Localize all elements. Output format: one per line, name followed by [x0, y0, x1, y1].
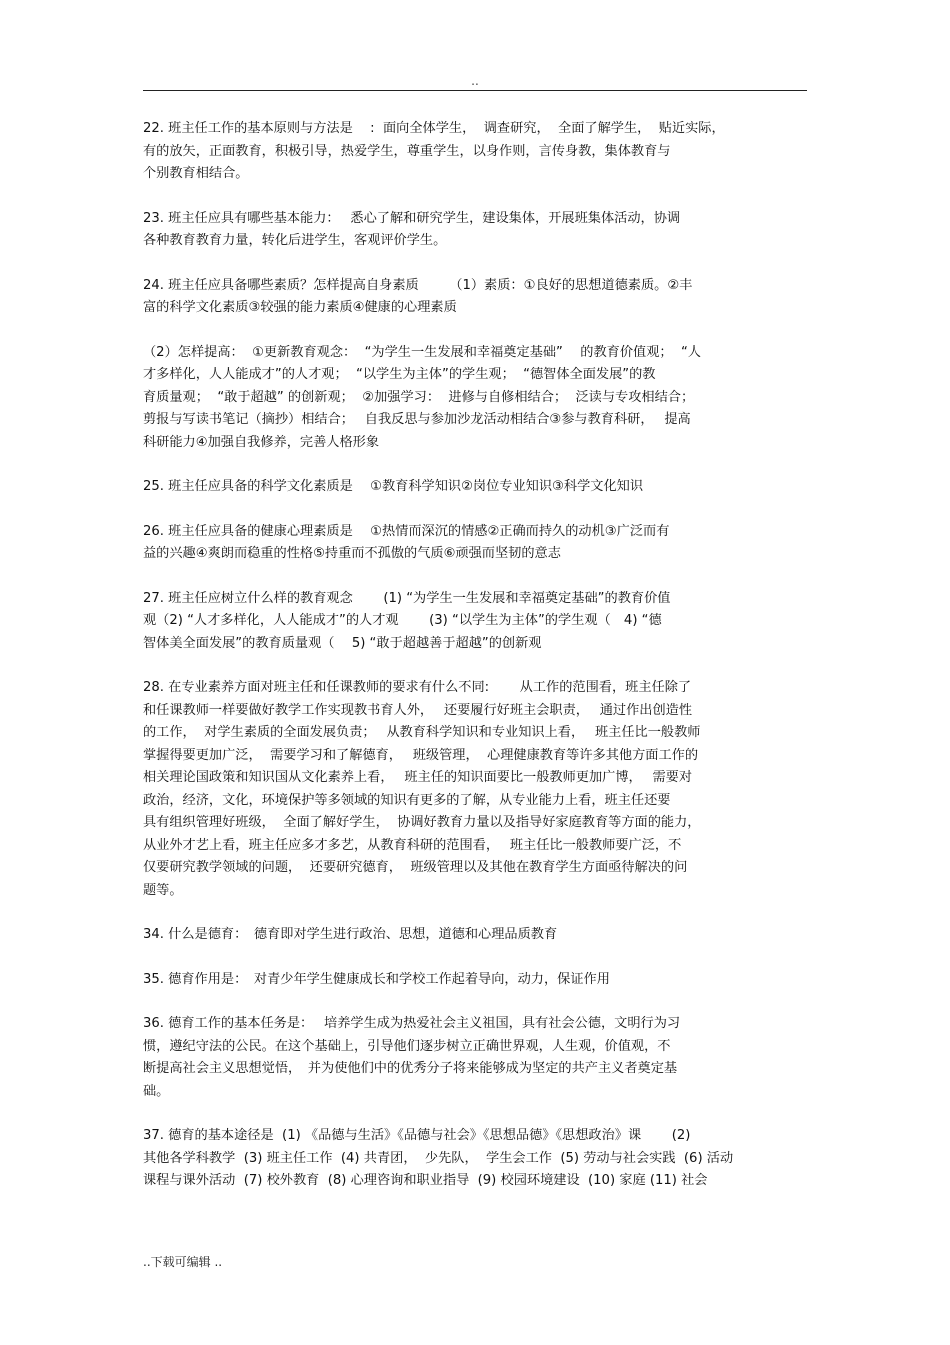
text-line: 37. 德育的基本途径是 (1) 《品德与生活》《品德与社会》《思想品德》《思想政治》课 (2) [143, 1128, 691, 1143]
paragraph [143, 342, 807, 455]
text-line: 观（2) “人才多样化，人人能成才”的人才观 (3) “以学生为主体”的学生观（ 4) “德 [143, 613, 662, 628]
text-line: 剪报与写读书笔记（摘抄）相结合； 自我反思与参加沙龙活动相结合③参与教育科研， 提高 [143, 412, 691, 427]
text-line: 础。 [143, 1083, 170, 1099]
text-line: 34. 什么是德育： 德育即对学生进行政治、思想，道德和心理品质教育 [143, 927, 558, 942]
text-line: 22. 班主任工作的基本原则与方法是 : 面向全体学生， 调查研究， 全面了解学生， 贴近实际， [143, 121, 725, 136]
text-line: 26. 班主任应具备的健康心理素质是 ①热情而深沉的情感②正确而持久的动机③广泛而有 [143, 523, 670, 539]
text-line: 益的兴趣④爽朗而稳重的性格⑤持重而不孤傲的气质⑥顽强而坚韧的意志 [143, 546, 561, 561]
text-line: 27. 班主任应树立什么样的教育观念 (1) “为学生一生发展和幸福奠定基础”的教育价值 [143, 590, 671, 606]
text-line: 相关理论国政策和知识国从文化素养上看， 班主任的知识面要比一般教师更加广博， 需要对 [143, 770, 693, 785]
paragraph [143, 1013, 807, 1103]
text-line: 政治，经济，文化，环境保护等多领域的知识有更多的了解，从专业能力上看，班主任还要 [143, 792, 671, 808]
paragraph [143, 969, 807, 992]
text-line: 从业外才艺上看，班主任应多才多艺，从教育科研的范围看， 班主任比一般教师要广泛，不 [143, 837, 682, 853]
paragraph [143, 476, 807, 499]
text-line: 科研能力④加强自我修养，完善人格形象 [143, 434, 380, 450]
paragraph [143, 924, 807, 947]
text-line: 25. 班主任应具备的科学文化素质是 ①教育科学知识②岗位专业知识③科学文化知识 [143, 479, 644, 494]
paragraph [143, 588, 807, 656]
paragraph [143, 1125, 807, 1193]
text-line: 个别教育相结合。 [143, 166, 249, 181]
text-line: 掌握得要更加广泛， 需要学习和了解德育， 班级管理， 心理健康教育等许多其他方面工作的 [143, 747, 699, 763]
text-line: 28. 在专业素养方面对班主任和任课教师的要求有什么不同: 从工作的范围看，班主任除了 [143, 680, 692, 695]
text-line: 35. 德育作用是： 对青少年学生健康成长和学校工作起着导向，动力，保证作用 [143, 971, 610, 987]
text-line: 其他各学科教学 (3) 班主任工作 (4) 共青团， 少先队， 学生会工作 (5) 劳动与社会实践 (6) 活动 [143, 1150, 734, 1166]
text-line: （2）怎样提高： ①更新教育观念： “为学生一生发展和幸福奠定基础” 的教育价值观； “人 [143, 344, 701, 360]
header-mark: .. [471, 74, 479, 88]
text-line: 惯，遵纪守法的公民。在这个基础上，引导他们逐步树立正确世界观，人生观，价值观，不 [143, 1038, 671, 1054]
text-line: 富的科学文化素质③较强的能力素质④健康的心理素质 [143, 300, 457, 315]
text-line: 和任课教师一样要做好教学工作实现教书育人外， 还要履行好班主会职责， 通过作出创造性 [143, 702, 693, 718]
text-line: 有的放矢，正面教育，积极引导，热爱学生，尊重学生，以身作则，言传身教，集体教育与 [143, 143, 671, 159]
text-line: 育质量观； “敢于超越” 的创新观； ②加强学习： 进修与自修相结合； 泛读与专攻相结合； [143, 389, 695, 405]
text-line: 仅要研究教学领域的问题， 还要研究德育， 班级管理以及其他在教育学生方面亟待解决的问 [143, 860, 688, 875]
paragraph [143, 118, 807, 186]
text-line: 断提高社会主义思想觉悟， 并为使他们中的优秀分子将来能够成为坚定的共产主义者奠定基 [143, 1061, 678, 1076]
text-line: 36. 德育工作的基本任务是： 培养学生成为热爱社会主义祖国，具有社会公德，文明行为习 [143, 1016, 681, 1031]
text-line: 各种教育教育力量，转化后进学生，客观评价学生。 [143, 233, 447, 248]
paragraph [143, 677, 807, 902]
text-line: 课程与课外活动 (7) 校外教育 (8) 心理咨询和职业指导 (9) 校园环境建设 (10) 家庭 (11) 社会 [143, 1173, 708, 1188]
text-line: 具有组织管理好班级， 全面了解好学生， 协调好教育力量以及指导好家庭教育等方面的能力， [143, 815, 701, 830]
text-line: 24. 班主任应具备哪些素质？怎样提高自身素质 （1）素质：①良好的思想道德素质。②丰 [143, 277, 693, 293]
text-line: 智体美全面发展”的教育质量观（ 5) “敢于超越善于超越”的创新观 [143, 635, 542, 651]
text-line: 题等。 [143, 882, 183, 898]
text-line: 23. 班主任应具有哪些基本能力： 悉心了解和研究学生，建设集体，开展班集体活动，协调 [143, 210, 681, 226]
paragraph [143, 275, 807, 320]
header-rule [143, 90, 807, 91]
paragraph [143, 521, 807, 566]
document-body [143, 118, 807, 1215]
text-line: 才多样化，人人能成才”的人才观； “以学生为主体”的学生观； “德智体全面发展”的教 [143, 367, 656, 382]
text-line: 的工作， 对学生素质的全面发展负责； 从教育科学知识和专业知识上看， 班主任比一般教师 [143, 725, 701, 740]
paragraph [143, 208, 807, 253]
footer-mark: ..下载可编辑 .. [143, 1255, 223, 1269]
